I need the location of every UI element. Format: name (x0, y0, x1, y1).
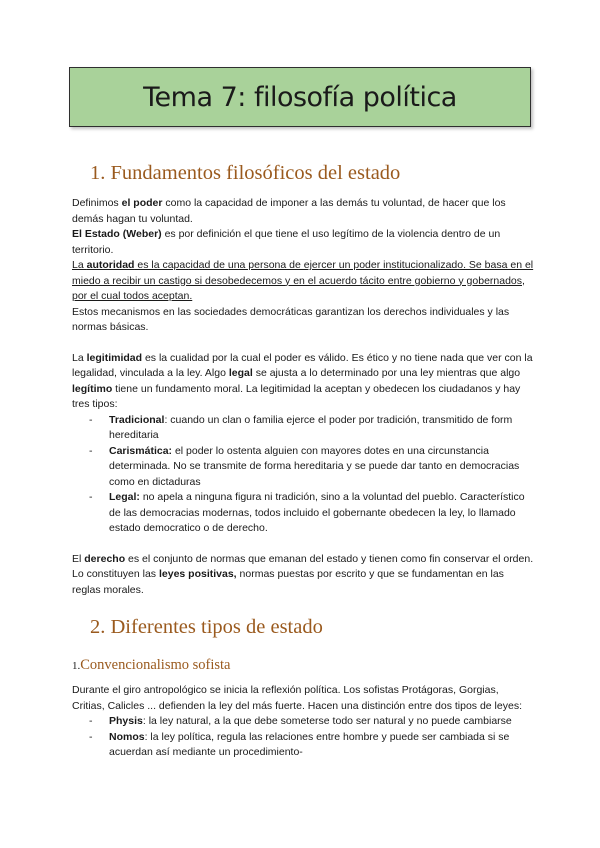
legitimacy-types-list (72, 413, 534, 537)
text-run: es el conjunto de normas que emanan del estado y tienen como fin conservar el orden. Lo constituyen las (72, 552, 534, 580)
list-item: - Physis: la ley natural, a la que debe someterse todo ser natural y no puede cambiarse (89, 715, 512, 727)
text-run: La (72, 351, 87, 364)
term-estado: El Estado (Weber) (72, 228, 162, 240)
term-autoridad: autoridad (86, 259, 135, 271)
paragraph-estado (72, 227, 534, 258)
text-run: Definimos (72, 197, 122, 209)
title-banner (69, 67, 531, 127)
list-item-term: Tradicional (109, 413, 165, 426)
term-legitimidad: legitimidad (86, 351, 143, 364)
list-item-term: Legal: (109, 491, 140, 503)
paragraph-poder (72, 196, 534, 227)
list-item-text: el poder lo ostenta alguien con mayores dotes en una circunstancia determinada. No se transmite de forma hereditaria y se puede dar tanto en democracias como en dictaduras (109, 444, 520, 488)
list-item-text: : la ley política, regula las relaciones entre hombre y puede ser cambiada si se acuerdan así mediante un procedimiento- (109, 730, 510, 758)
list-item-text: : cuando un clan o familia ejerce el poder por tradición, transmitido de form hereditaria (109, 413, 513, 441)
list-item: - Tradicional: cuando un clan o familia ejerce el poder por tradición, transmitido de form hereditaria (89, 413, 513, 441)
paragraph-derecho (72, 552, 534, 599)
term-derecho: derecho (84, 552, 126, 565)
term-poder: el poder (121, 197, 163, 209)
list-item-text: : la ley natural, a la que debe someterse todo ser natural y no puede cambiarse (142, 715, 512, 727)
subsection-heading (72, 656, 534, 675)
document-body (72, 160, 534, 761)
text-run: se ajusta a lo determinado por una ley mientras que algo (252, 367, 521, 379)
list-item: - Legal: no apela a ninguna figura ni tradición, sino a la voluntad del pueblo. Característico de las democracias modernas, todos incluido el gobernante obedecen la ley, lo llamado estado democratico o de derecho. (89, 491, 525, 534)
paragraph-autoridad (72, 258, 534, 305)
law-types-list (72, 714, 534, 761)
list-item-term: Carismática: (109, 444, 173, 457)
term-legal: legal (228, 367, 253, 379)
list-item-term: Physis (109, 715, 143, 727)
term-leyes-positivas: leyes positivas, (158, 568, 237, 580)
paragraph-giro: Durante el giro antropológico se inicia la reflexión política. Los sofistas Protágoras, Gorgias, Critias, Calicles ... defienden la ley del más fuerte. Hacen una distinción entre dos tipos de leyes: (72, 684, 522, 712)
section-heading-2: 2. Diferentes tipos de estado (90, 616, 323, 638)
list-item: - Nomos: la ley política, regula las relaciones entre hombre y puede ser cambiada si se acuerdan así mediante un procedimiento- (89, 730, 510, 758)
text-run: como la capacidad de imponer a las demás tu voluntad, de hacer que los demás hagan tu voluntad. (72, 197, 506, 225)
text-run: es por definición el que tiene el uso legítimo de la violencia dentro de un territorio. (72, 228, 501, 256)
text-run: El (72, 552, 85, 565)
paragraph-legitimidad (72, 351, 534, 413)
subsection-number: 1. (72, 660, 81, 672)
term-legitimo: legítimo (72, 382, 113, 395)
list-item: - Carismática: el poder lo ostenta alguien con mayores dotes en una circunstancia determinada. No se transmite de forma hereditaria y se puede dar tanto en democracias como en dictaduras (89, 444, 520, 488)
paragraph-mecanismos: Estos mecanismos en las sociedades democráticas garantizan los derechos individuales y las normas básicas. (72, 305, 510, 333)
section-heading-1: 1. Fundamentos filosóficos del estado (90, 162, 401, 184)
text-run: tiene un fundamento moral. La legitimidad la aceptan y obedecen los ciudadanos y hay tres tipos: (72, 382, 521, 410)
text-run: es la cualidad por la cual el poder es válido. Es ético y no tiene nada que ver con la legalidad, vinculada a la ley. Algo (72, 351, 533, 379)
text-run: La (72, 259, 87, 271)
text-run: es la capacidad de una persona de ejercer un poder institucionalizado. Se basa en el miedo a recibir un castigo si desobedecemos y en el acuerdo tácito entre gobierno y gobernados, por el cual todos aceptan. (72, 259, 534, 302)
subsection-title: Convencionalismo sofista (80, 657, 231, 673)
list-item-term: Nomos (109, 730, 145, 743)
page-title: Tema 7: filosofía política (143, 81, 457, 113)
list-item-text: no apela a ninguna figura ni tradición, sino a la voluntad del pueblo. Característico de las democracias modernas, todos incluido el gobernante obedecen la ley, lo llamado estado democratico o de derecho. (109, 491, 525, 534)
text-run: normas puestas por escrito y que se fundamentan en las reglas morales. (72, 568, 504, 596)
